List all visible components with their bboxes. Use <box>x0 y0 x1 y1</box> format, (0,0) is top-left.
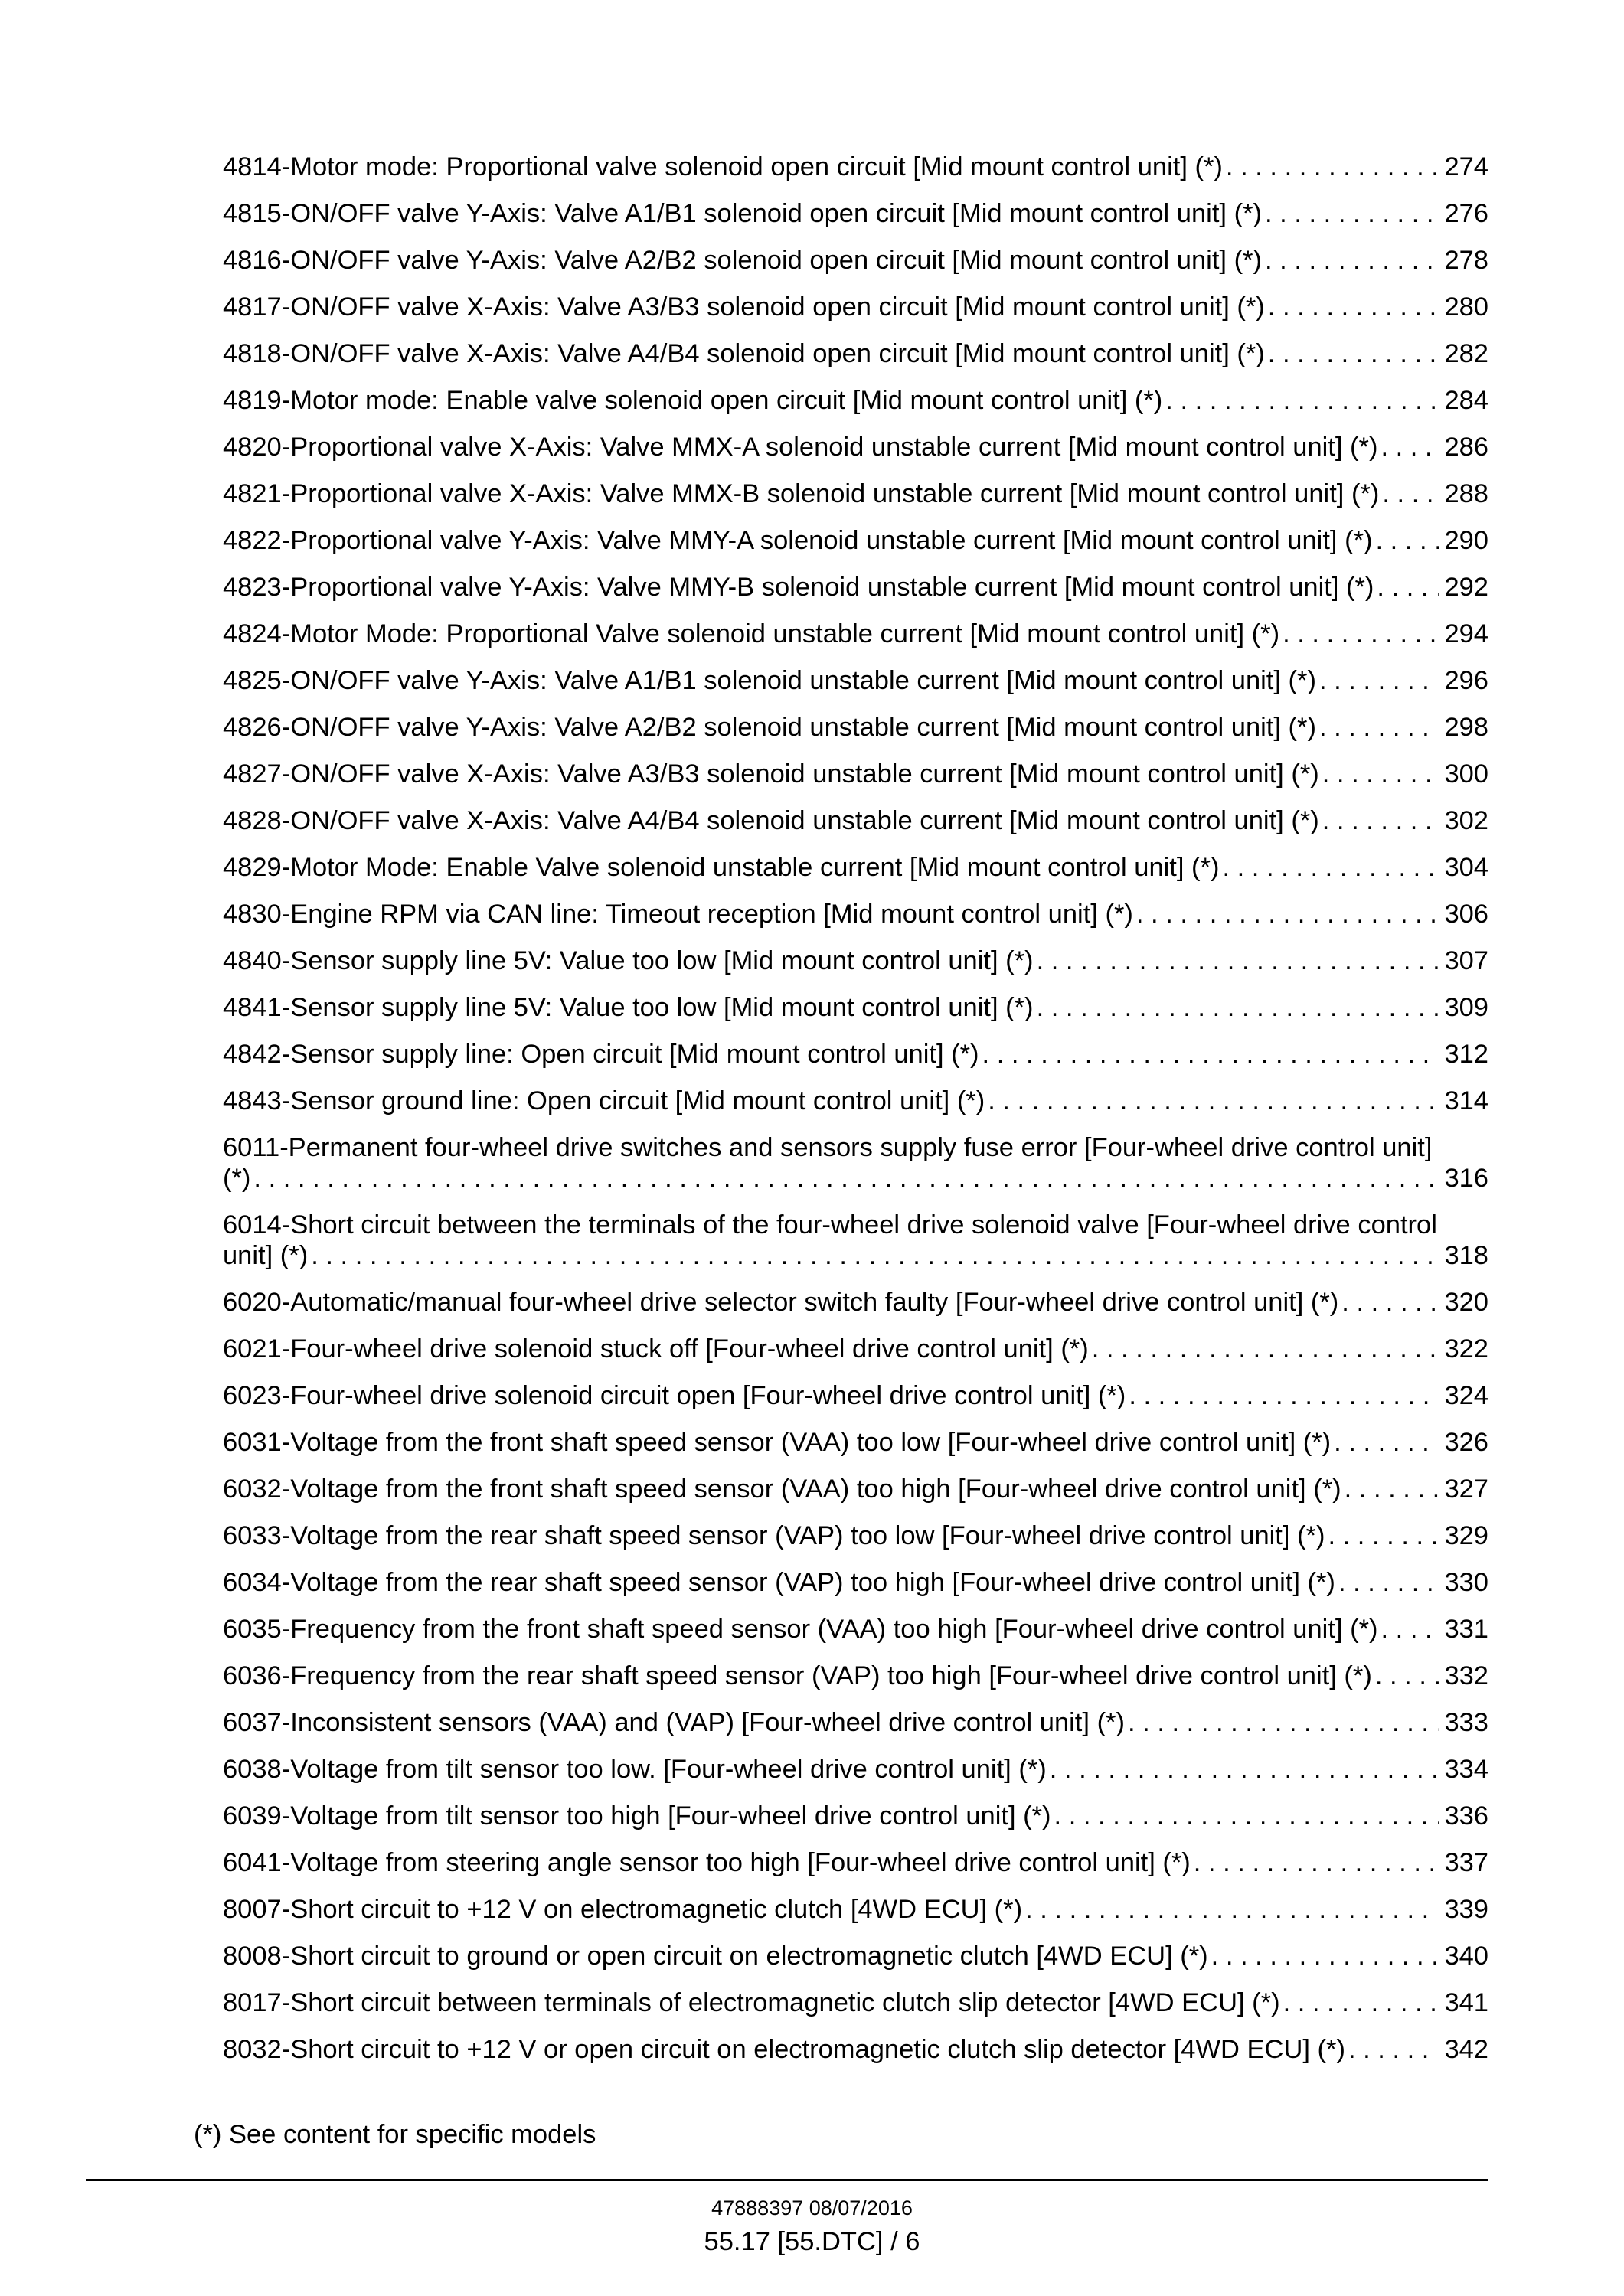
toc-entry-page: 316 <box>1444 1164 1488 1193</box>
dot-leader <box>1373 525 1440 556</box>
toc-entry[interactable] <box>223 338 1488 369</box>
dot-leader <box>1331 1427 1439 1458</box>
toc-entry-title: 4820-Proportional valve X-Axis: Valve MMX-A solenoid unstable current [Mid mount control unit] (*) <box>223 433 1378 462</box>
dot-leader <box>1335 1567 1440 1598</box>
toc-entry[interactable] <box>223 572 1488 603</box>
toc-entry[interactable] <box>223 1427 1488 1458</box>
toc-entry[interactable] <box>223 1894 1488 1925</box>
toc-entry-title: 4819-Motor mode: Enable valve solenoid open circuit [Mid mount control unit] (*) <box>223 386 1163 415</box>
toc-entry-title: 6014-Short circuit between the terminals of the four-wheel drive solenoid valve [Four-wheel drive control <box>223 1210 1437 1239</box>
dot-leader <box>1051 1801 1440 1831</box>
footer-divider <box>86 2179 1488 2181</box>
toc-entry-page: 294 <box>1444 619 1488 648</box>
toc-entry-page: 307 <box>1444 946 1488 975</box>
toc-entry[interactable] <box>223 1132 1488 1194</box>
footnote: (*) See content for specific models <box>194 2120 596 2149</box>
toc-entry-page: 320 <box>1444 1288 1488 1317</box>
toc-entry[interactable] <box>223 1210 1488 1271</box>
toc-entry-page: 300 <box>1444 759 1488 789</box>
toc-entry[interactable] <box>223 2034 1488 2065</box>
toc-entry-page: 324 <box>1444 1381 1488 1410</box>
toc-entry-page: 332 <box>1444 1661 1488 1690</box>
toc-entry[interactable] <box>223 1287 1488 1318</box>
toc-entry[interactable] <box>223 152 1488 182</box>
toc-entry-title: 6037-Inconsistent sensors (VAA) and (VAP) [Four-wheel drive control unit] (*) <box>223 1708 1125 1737</box>
toc-entry-title-continued: (*) <box>223 1164 251 1193</box>
toc-entry-page: 329 <box>1444 1521 1488 1550</box>
dot-leader <box>1191 1847 1440 1878</box>
toc-entry-title: 4815-ON/OFF valve Y-Axis: Valve A1/B1 solenoid open circuit [Mid mount control unit] (*) <box>223 199 1262 228</box>
toc-entry-title: 6023-Four-wheel drive solenoid circuit open [Four-wheel drive control unit] (*) <box>223 1381 1126 1410</box>
toc-entry-page: 312 <box>1444 1040 1488 1069</box>
page-number: 55.17 [55.DTC] / 6 <box>704 2227 920 2256</box>
toc-entry[interactable] <box>223 759 1488 789</box>
dot-leader <box>1262 198 1439 229</box>
toc-entry[interactable] <box>223 1039 1488 1070</box>
toc-entry[interactable] <box>223 852 1488 883</box>
toc-entry[interactable] <box>223 946 1488 976</box>
toc-entry[interactable] <box>223 292 1488 322</box>
toc-entry-title: 8032-Short circuit to +12 V or open circuit on electromagnetic clutch slip detector [4WD ECU] (*) <box>223 2035 1345 2064</box>
dot-leader <box>1219 852 1439 883</box>
dot-leader <box>1223 152 1440 182</box>
toc-entry-page: 337 <box>1444 1848 1488 1877</box>
toc-entry-page: 322 <box>1444 1334 1488 1364</box>
dot-leader <box>1265 292 1440 322</box>
toc-entry-title: 6031-Voltage from the front shaft speed sensor (VAA) too low [Four-wheel drive control unit] (*) <box>223 1428 1332 1457</box>
toc-entry[interactable] <box>223 1847 1488 1878</box>
toc-entry[interactable] <box>223 1707 1488 1738</box>
dot-leader <box>1034 946 1440 976</box>
toc-entry-page: 276 <box>1444 199 1488 228</box>
dot-leader <box>1034 992 1440 1023</box>
toc-entry-title: 6021-Four-wheel drive solenoid stuck off [Four-wheel drive control unit] (*) <box>223 1334 1089 1364</box>
dot-leader <box>1378 1614 1440 1644</box>
toc-entry-page: 282 <box>1444 339 1488 368</box>
toc-entry[interactable] <box>223 665 1488 696</box>
dot-leader <box>250 1163 1439 1194</box>
toc-entry-page: 296 <box>1444 666 1488 695</box>
toc-entry-title: 6034-Voltage from the rear shaft speed sensor (VAP) too high [Four-wheel drive control unit] (*) <box>223 1568 1335 1597</box>
toc-entry[interactable] <box>223 1086 1488 1116</box>
toc-entry-title: 4825-ON/OFF valve Y-Axis: Valve A1/B1 solenoid unstable current [Mid mount control unit] (*) <box>223 666 1316 695</box>
toc-entry-page: 288 <box>1444 479 1488 508</box>
toc-entry[interactable] <box>223 712 1488 743</box>
dot-leader <box>1022 1894 1439 1925</box>
toc-entry-title-continued: unit] (*) <box>223 1241 309 1270</box>
toc-entry-title: 8017-Short circuit between terminals of electromagnetic clutch slip detector [4WD ECU] (*) <box>223 1988 1280 2017</box>
toc-entry-page: 341 <box>1444 1988 1488 2017</box>
toc-entry-title: 4828-ON/OFF valve X-Axis: Valve A4/B4 solenoid unstable current [Mid mount control unit] (*) <box>223 806 1319 835</box>
toc-entry[interactable] <box>223 198 1488 229</box>
toc-entry-title: 6041-Voltage from steering angle sensor too high [Four-wheel drive control unit] (*) <box>223 1848 1191 1877</box>
dot-leader <box>1341 1474 1440 1504</box>
toc-entry-title: 6039-Voltage from tilt sensor too high [Four-wheel drive control unit] (*) <box>223 1801 1051 1831</box>
toc-entry[interactable] <box>223 478 1488 509</box>
toc-entry[interactable] <box>223 1567 1488 1598</box>
toc-entry-page: 318 <box>1444 1241 1488 1270</box>
toc-entry-title: 4843-Sensor ground line: Open circuit [Mid mount control unit] (*) <box>223 1086 985 1115</box>
dot-leader <box>979 1039 1440 1070</box>
dot-leader <box>1377 432 1439 462</box>
toc-entry-page: 331 <box>1444 1615 1488 1644</box>
toc-entry-page: 339 <box>1444 1895 1488 1924</box>
toc-entry-page: 340 <box>1444 1942 1488 1971</box>
toc-entry-title: 4823-Proportional valve Y-Axis: Valve MMY-B solenoid unstable current [Mid mount control unit] (*) <box>223 573 1374 602</box>
toc-entry-title: 6038-Voltage from tilt sensor too low. [Four-wheel drive control unit] (*) <box>223 1755 1047 1784</box>
dot-leader <box>1279 619 1439 649</box>
toc-entry[interactable] <box>223 1987 1488 2018</box>
dot-leader <box>1319 805 1440 836</box>
dot-leader <box>1345 2034 1440 2065</box>
toc-entry-page: 342 <box>1444 2035 1488 2064</box>
toc-entry-title: 6035-Frequency from the front shaft speed sensor (VAA) too high [Four-wheel drive control unit] (*) <box>223 1615 1378 1644</box>
toc-entry-title: 6011-Permanent four-wheel drive switches and sensors supply fuse error [Four-wheel drive control unit] <box>223 1133 1433 1162</box>
dot-leader <box>1208 1941 1440 1971</box>
toc-entry-title: 4818-ON/OFF valve X-Axis: Valve A4/B4 solenoid open circuit [Mid mount control unit] (*) <box>223 339 1265 368</box>
toc-entry-title: 8007-Short circuit to +12 V on electromagnetic clutch [4WD ECU] (*) <box>223 1895 1023 1924</box>
toc-entry-page: 314 <box>1444 1086 1488 1115</box>
toc-entry[interactable] <box>223 1661 1488 1691</box>
toc-entry-page: 292 <box>1444 573 1488 602</box>
toc-entry-page: 309 <box>1444 993 1488 1022</box>
toc-entry-title: 4824-Motor Mode: Proportional Valve solenoid unstable current [Mid mount control unit] (*) <box>223 619 1280 648</box>
toc-entry-page: 298 <box>1444 713 1488 742</box>
dot-leader <box>1125 1707 1439 1738</box>
dot-leader <box>1316 665 1439 696</box>
toc-entry[interactable] <box>223 805 1488 836</box>
toc-entry-title: 4821-Proportional valve X-Axis: Valve MMX-B solenoid unstable current [Mid mount control unit] (*) <box>223 479 1380 508</box>
dot-leader <box>1338 1287 1439 1318</box>
toc-entry-title: 4840-Sensor supply line 5V: Value too low [Mid mount control unit] (*) <box>223 946 1034 975</box>
toc-entry-page: 333 <box>1444 1708 1488 1737</box>
toc-entry-page: 302 <box>1444 806 1488 835</box>
toc-entry[interactable] <box>223 1334 1488 1364</box>
toc-entry[interactable] <box>223 1801 1488 1831</box>
toc-entry-page: 278 <box>1444 246 1488 275</box>
dot-leader <box>1047 1754 1440 1785</box>
toc-entry[interactable] <box>223 385 1488 416</box>
toc-entry[interactable] <box>223 992 1488 1023</box>
toc-entry[interactable] <box>223 1474 1488 1504</box>
toc-entry-page: 304 <box>1444 853 1488 882</box>
toc-entry-page: 306 <box>1444 900 1488 929</box>
toc-entry[interactable] <box>223 525 1488 556</box>
dot-leader <box>308 1240 1439 1271</box>
toc-entry-page: 280 <box>1444 292 1488 322</box>
toc-entry-title: 4826-ON/OFF valve Y-Axis: Valve A2/B2 solenoid unstable current [Mid mount control unit] (*) <box>223 713 1316 742</box>
toc-entry[interactable] <box>223 619 1488 649</box>
dot-leader <box>1265 338 1440 369</box>
toc-entry-title: 4830-Engine RPM via CAN line: Timeout reception [Mid mount control unit] (*) <box>223 900 1133 929</box>
toc-entry[interactable] <box>223 245 1488 276</box>
dot-leader <box>1126 1380 1439 1411</box>
dot-leader <box>1089 1334 1440 1364</box>
dot-leader <box>1374 572 1439 603</box>
table-of-contents <box>223 152 1488 2081</box>
toc-entry-page: 326 <box>1444 1428 1488 1457</box>
toc-entry-title: 4842-Sensor supply line: Open circuit [Mid mount control unit] (*) <box>223 1040 979 1069</box>
toc-entry-page: 327 <box>1444 1475 1488 1504</box>
toc-entry[interactable] <box>223 1941 1488 1971</box>
toc-entry[interactable] <box>223 899 1488 929</box>
toc-entry-title: 6032-Voltage from the front shaft speed sensor (VAA) too high [Four-wheel drive control unit] (*) <box>223 1475 1341 1504</box>
toc-entry-title: 4814-Motor mode: Proportional valve solenoid open circuit [Mid mount control unit] (*) <box>223 152 1223 181</box>
toc-entry-page: 336 <box>1444 1801 1488 1831</box>
dot-leader <box>1379 478 1439 509</box>
toc-entry[interactable] <box>223 1754 1488 1785</box>
toc-entry-page: 286 <box>1444 433 1488 462</box>
dot-leader <box>1280 1987 1440 2018</box>
dot-leader <box>1316 712 1439 743</box>
toc-entry[interactable] <box>223 1614 1488 1644</box>
toc-entry-page: 290 <box>1444 526 1488 555</box>
dot-leader <box>1262 245 1439 276</box>
dot-leader <box>1319 759 1440 789</box>
toc-entry-title: 4817-ON/OFF valve X-Axis: Valve A3/B3 solenoid open circuit [Mid mount control unit] (*) <box>223 292 1265 322</box>
toc-entry-title: 4827-ON/OFF valve X-Axis: Valve A3/B3 solenoid unstable current [Mid mount control unit] (*) <box>223 759 1319 789</box>
toc-entry-title: 6036-Frequency from the rear shaft speed sensor (VAP) too high [Four-wheel drive control unit] (*) <box>223 1661 1372 1690</box>
toc-entry-title: 4841-Sensor supply line 5V: Value too low [Mid mount control unit] (*) <box>223 993 1034 1022</box>
toc-entry-title: 4829-Motor Mode: Enable Valve solenoid unstable current [Mid mount control unit] (*) <box>223 853 1220 882</box>
toc-entry-page: 330 <box>1444 1568 1488 1597</box>
toc-entry[interactable] <box>223 1380 1488 1411</box>
toc-entry-page: 284 <box>1444 386 1488 415</box>
dot-leader <box>1133 899 1440 929</box>
dot-leader <box>1325 1520 1439 1551</box>
dot-leader <box>1162 385 1439 416</box>
toc-entry-title: 8008-Short circuit to ground or open circuit on electromagnetic clutch [4WD ECU] (*) <box>223 1942 1208 1971</box>
dot-leader <box>1372 1661 1440 1691</box>
toc-entry-title: 4822-Proportional valve Y-Axis: Valve MMY-A solenoid unstable current [Mid mount control unit] (*) <box>223 526 1373 555</box>
toc-entry-title: 6020-Automatic/manual four-wheel drive selector switch faulty [Four-wheel drive control unit] (*) <box>223 1288 1339 1317</box>
toc-entry-title: 6033-Voltage from the rear shaft speed sensor (VAP) too low [Four-wheel drive control unit] (*) <box>223 1521 1325 1550</box>
toc-entry[interactable] <box>223 432 1488 462</box>
toc-entry-page: 334 <box>1444 1755 1488 1784</box>
dot-leader <box>985 1086 1439 1116</box>
toc-entry[interactable] <box>223 1520 1488 1551</box>
toc-entry-page: 274 <box>1444 152 1488 181</box>
toc-entry-title: 4816-ON/OFF valve Y-Axis: Valve A2/B2 solenoid open circuit [Mid mount control unit] (*) <box>223 246 1262 275</box>
document-code: 47888397 08/07/2016 <box>711 2196 913 2219</box>
